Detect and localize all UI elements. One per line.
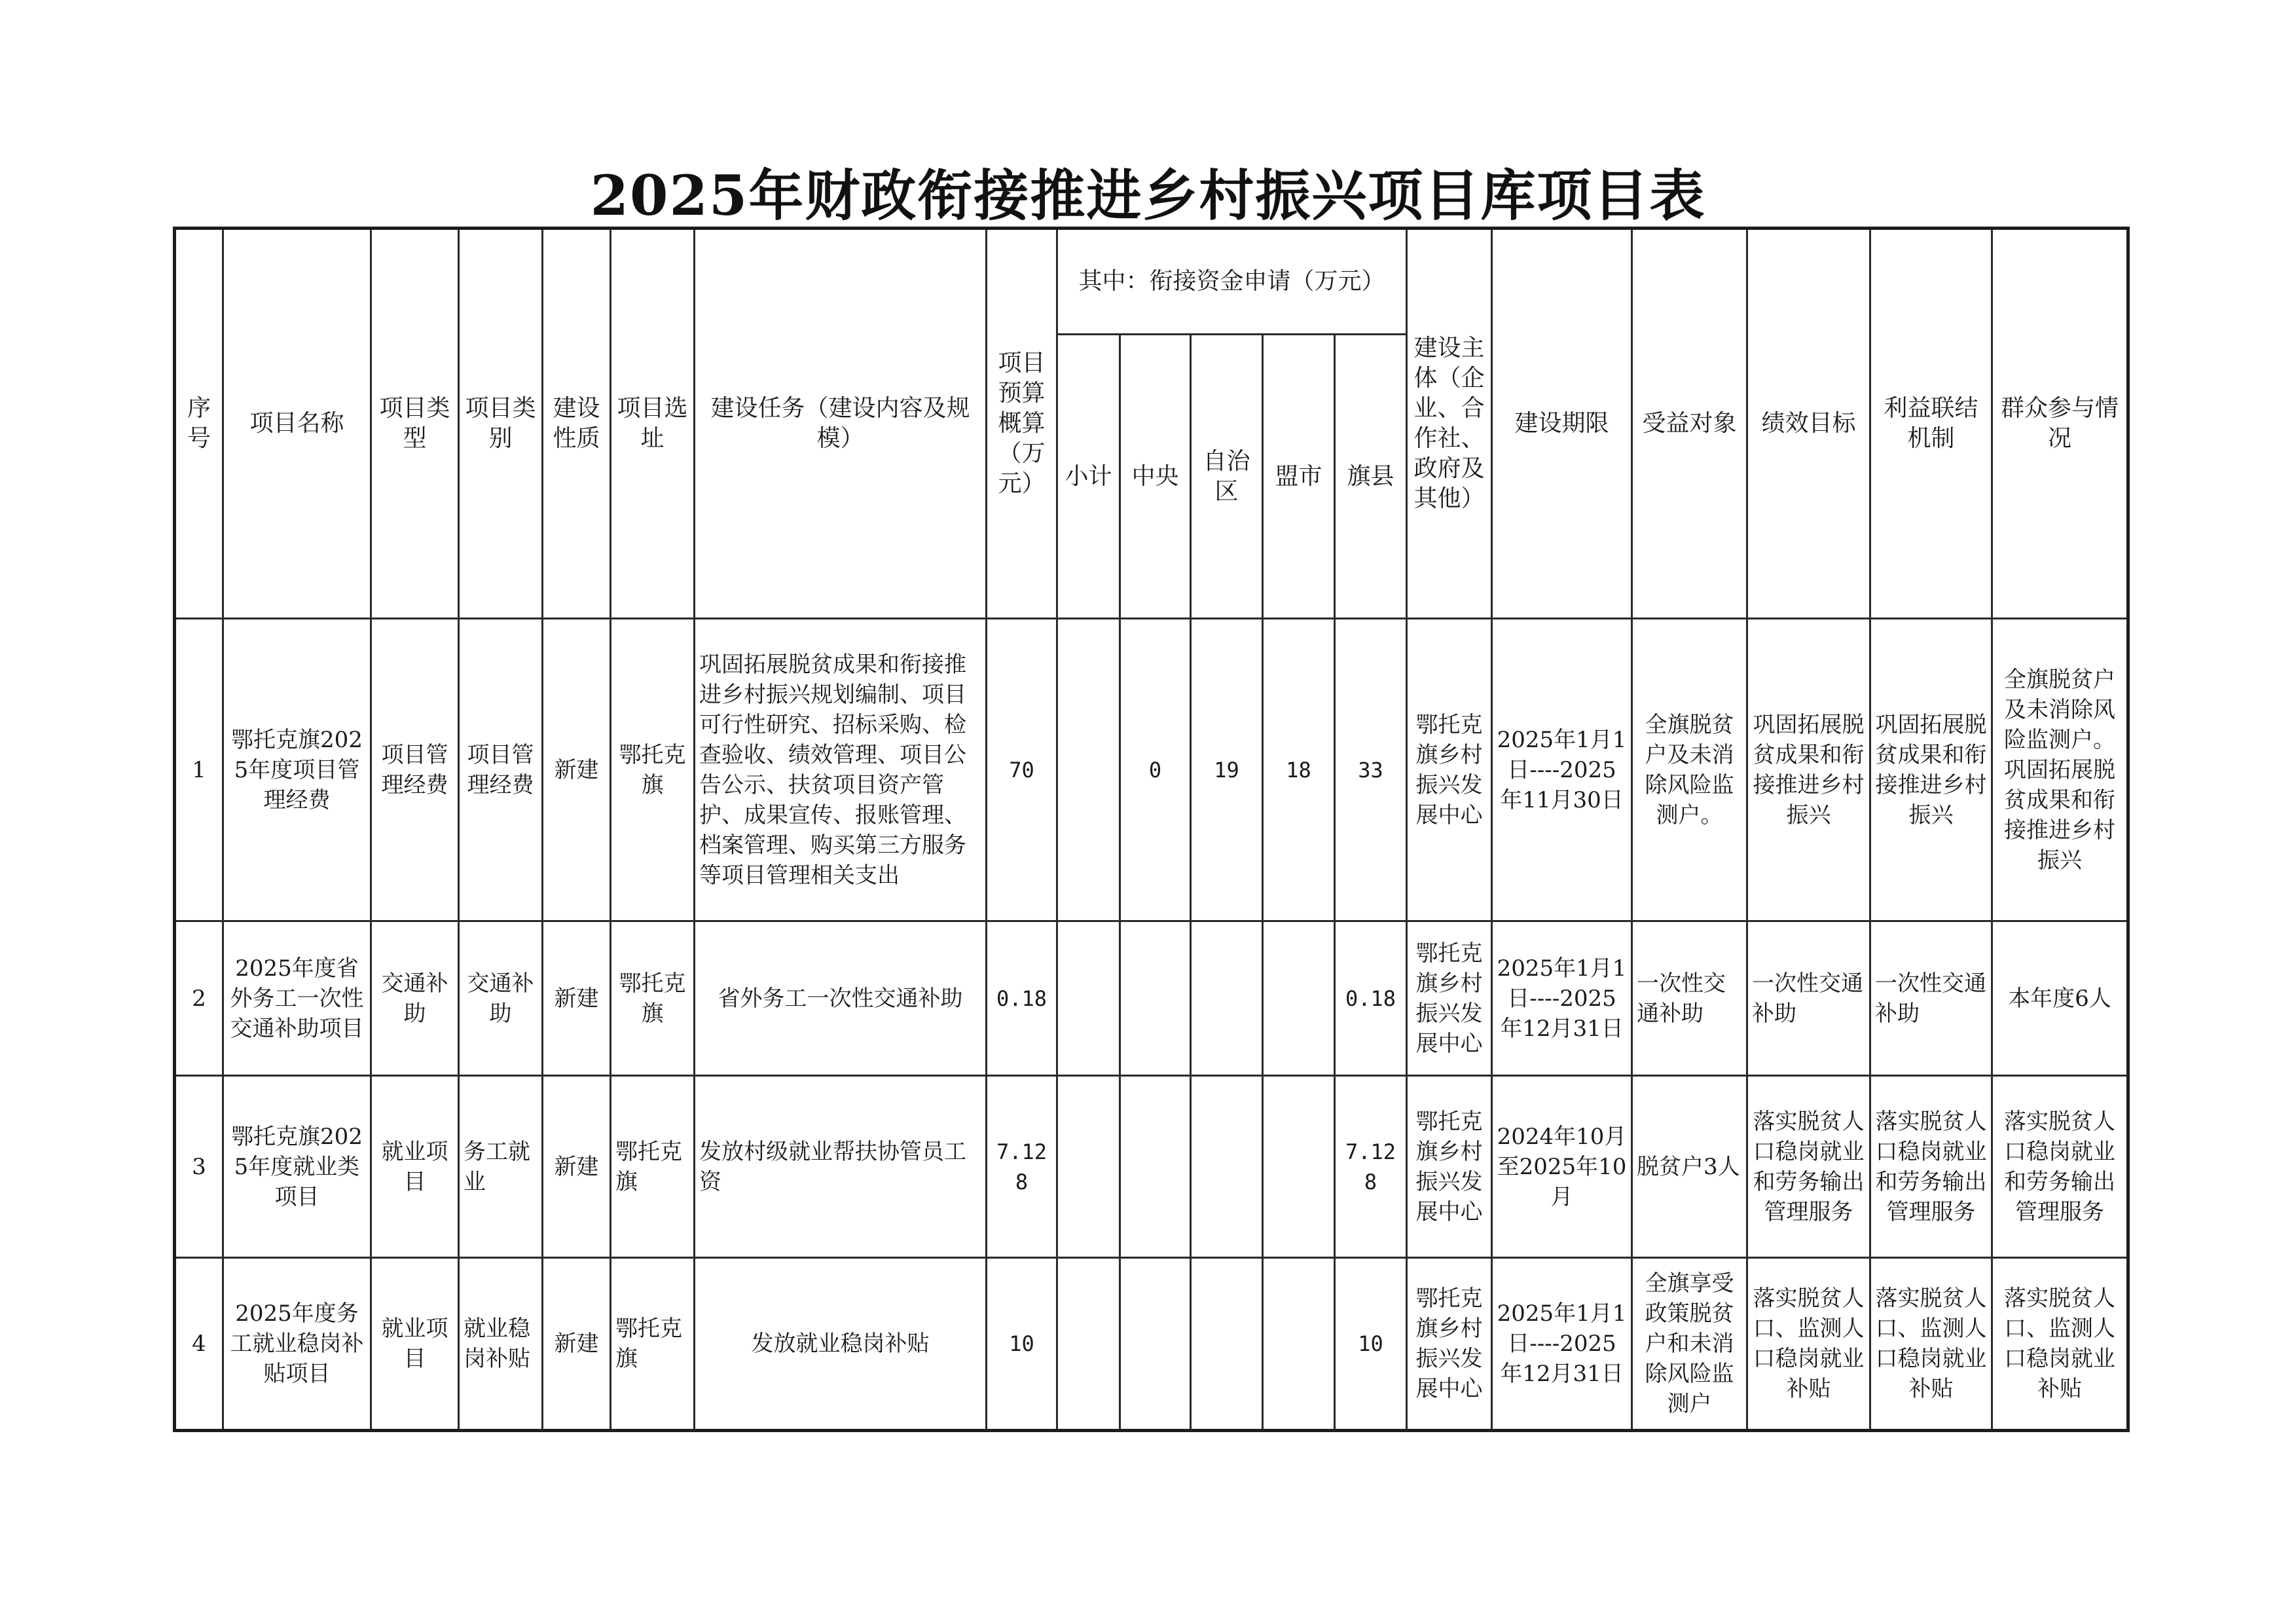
cell-budget: 10 xyxy=(987,1258,1057,1431)
header-task: 建设任务（建设内容及规模） xyxy=(695,229,987,619)
cell-period: 2025年1月1日----2025年12月31日 xyxy=(1492,921,1632,1076)
cell-league xyxy=(1263,921,1335,1076)
cell-name: 鄂托克旗2025年度就业类项目 xyxy=(223,1076,371,1258)
cell-nature: 新建 xyxy=(543,921,611,1076)
cell-benefit: 一次性交通补助 xyxy=(1870,921,1992,1076)
table-row xyxy=(175,619,2128,921)
cell-beneficiary: 全旗脱贫户及未消除风险监测户。 xyxy=(1632,619,1747,921)
header-performance: 绩效目标 xyxy=(1747,229,1870,619)
cell-central xyxy=(1120,1076,1191,1258)
cell-central xyxy=(1120,921,1191,1076)
cell-type: 项目管理经费 xyxy=(371,619,459,921)
cell-county: 33 xyxy=(1335,619,1407,921)
cell-name: 2025年度省外务工一次性交通补助项目 xyxy=(223,921,371,1076)
table-row xyxy=(175,1258,2128,1431)
cell-name: 2025年度务工就业稳岗补贴项目 xyxy=(223,1258,371,1431)
header-fund-group: 其中：衔接资金申请（万元） xyxy=(1057,229,1407,335)
cell-category: 交通补助 xyxy=(459,921,543,1076)
cell-beneficiary: 全旗享受政策脱贫户和未消除风险监测户 xyxy=(1632,1258,1747,1431)
header-league: 盟市 xyxy=(1263,335,1335,619)
cell-county: 7.128 xyxy=(1335,1076,1407,1258)
cell-nature: 新建 xyxy=(543,1258,611,1431)
cell-region xyxy=(1191,1076,1263,1258)
header-central: 中央 xyxy=(1120,335,1191,619)
cell-benefit: 落实脱贫人口、监测人口稳岗就业补贴 xyxy=(1870,1258,1992,1431)
cell-category: 就业稳岗补贴 xyxy=(459,1258,543,1431)
page-title: 2025年财政衔接推进乡村振兴项目库项目表 xyxy=(590,163,1706,228)
header-beneficiary: 受益对象 xyxy=(1632,229,1747,619)
cell-task: 发放就业稳岗补贴 xyxy=(695,1258,987,1431)
cell-period: 2025年1月1日----2025年11月30日 xyxy=(1492,619,1632,921)
header-name: 项目名称 xyxy=(223,229,371,619)
cell-category: 项目管理经费 xyxy=(459,619,543,921)
cell-subtotal xyxy=(1057,1076,1120,1258)
header-category: 项目类别 xyxy=(459,229,543,619)
header-type: 项目类型 xyxy=(371,229,459,619)
cell-league xyxy=(1263,1258,1335,1431)
cell-participation: 全旗脱贫户及未消除风险监测户。巩固拓展脱贫成果和衔接推进乡村振兴 xyxy=(1992,619,2128,921)
cell-benefit: 巩固拓展脱贫成果和衔接推进乡村振兴 xyxy=(1870,619,1992,921)
header-entity: 建设主体（企业、合作社、政府及其他） xyxy=(1407,229,1492,619)
cell-subtotal xyxy=(1057,1258,1120,1431)
cell-location: 鄂托克旗 xyxy=(611,921,695,1076)
cell-region xyxy=(1191,1258,1263,1431)
cell-nature: 新建 xyxy=(543,1076,611,1258)
cell-entity: 鄂托克旗乡村振兴发展中心 xyxy=(1407,1076,1492,1258)
cell-region xyxy=(1191,921,1263,1076)
cell-name: 鄂托克旗2025年度项目管理经费 xyxy=(223,619,371,921)
header-location: 项目选址 xyxy=(611,229,695,619)
cell-task: 巩固拓展脱贫成果和衔接推进乡村振兴规划编制、项目可行性研究、招标采购、检查验收、绩效管理、项目公告公示、扶贫项目资产管护、成果宣传、报账管理、档案管理、购买第三方服务等项目管理相关支出 xyxy=(695,619,987,921)
cell-entity: 鄂托克旗乡村振兴发展中心 xyxy=(1407,1258,1492,1431)
header-county: 旗县 xyxy=(1335,335,1407,619)
cell-task: 发放村级就业帮扶协管员工资 xyxy=(695,1076,987,1258)
cell-central xyxy=(1120,1258,1191,1431)
header-participation: 群众参与情况 xyxy=(1992,229,2128,619)
cell-performance: 落实脱贫人口、监测人口稳岗就业补贴 xyxy=(1747,1258,1870,1431)
cell-entity: 鄂托克旗乡村振兴发展中心 xyxy=(1407,619,1492,921)
cell-category: 务工就业 xyxy=(459,1076,543,1258)
cell-type: 交通补助 xyxy=(371,921,459,1076)
header-nature: 建设性质 xyxy=(543,229,611,619)
cell-task: 省外务工一次性交通补助 xyxy=(695,921,987,1076)
cell-entity: 鄂托克旗乡村振兴发展中心 xyxy=(1407,921,1492,1076)
cell-type: 就业项目 xyxy=(371,1258,459,1431)
cell-budget: 0.18 xyxy=(987,921,1057,1076)
cell-beneficiary: 一次性交通补助 xyxy=(1632,921,1747,1076)
cell-subtotal xyxy=(1057,619,1120,921)
cell-league: 18 xyxy=(1263,619,1335,921)
header-seq: 序号 xyxy=(175,229,223,619)
cell-participation: 本年度6人 xyxy=(1992,921,2128,1076)
cell-seq: 3 xyxy=(175,1076,223,1258)
cell-location: 鄂托克旗 xyxy=(611,619,695,921)
cell-participation: 落实脱贫人口、监测人口稳岗就业补贴 xyxy=(1992,1258,2128,1431)
cell-county: 0.18 xyxy=(1335,921,1407,1076)
cell-budget: 70 xyxy=(987,619,1057,921)
table-row xyxy=(175,1076,2128,1258)
cell-performance: 一次性交通补助 xyxy=(1747,921,1870,1076)
cell-league xyxy=(1263,1076,1335,1258)
cell-seq: 1 xyxy=(175,619,223,921)
cell-benefit: 落实脱贫人口稳岗就业和劳务输出管理服务 xyxy=(1870,1076,1992,1258)
cell-location: 鄂托克旗 xyxy=(611,1258,695,1431)
header-benefit: 利益联结机制 xyxy=(1870,229,1992,619)
cell-performance: 巩固拓展脱贫成果和衔接推进乡村振兴 xyxy=(1747,619,1870,921)
header-region: 自治区 xyxy=(1191,335,1263,619)
header-period: 建设期限 xyxy=(1492,229,1632,619)
cell-beneficiary: 脱贫户3人 xyxy=(1632,1076,1747,1258)
cell-seq: 4 xyxy=(175,1258,223,1431)
cell-location: 鄂托克旗 xyxy=(611,1076,695,1258)
cell-period: 2025年1月1日----2025年12月31日 xyxy=(1492,1258,1632,1431)
cell-type: 就业项目 xyxy=(371,1076,459,1258)
cell-region: 19 xyxy=(1191,619,1263,921)
cell-participation: 落实脱贫人口稳岗就业和劳务输出管理服务 xyxy=(1992,1076,2128,1258)
cell-nature: 新建 xyxy=(543,619,611,921)
header-budget: 项目预算概算（万元） xyxy=(987,229,1057,619)
cell-budget: 7.128 xyxy=(987,1076,1057,1258)
cell-performance: 落实脱贫人口稳岗就业和劳务输出管理服务 xyxy=(1747,1076,1870,1258)
cell-seq: 2 xyxy=(175,921,223,1076)
cell-central: 0 xyxy=(1120,619,1191,921)
project-table xyxy=(173,227,2130,1432)
cell-subtotal xyxy=(1057,921,1120,1076)
cell-county: 10 xyxy=(1335,1258,1407,1431)
table-row xyxy=(175,921,2128,1076)
header-subtotal: 小计 xyxy=(1057,335,1120,619)
cell-period: 2024年10月至2025年10月 xyxy=(1492,1076,1632,1258)
